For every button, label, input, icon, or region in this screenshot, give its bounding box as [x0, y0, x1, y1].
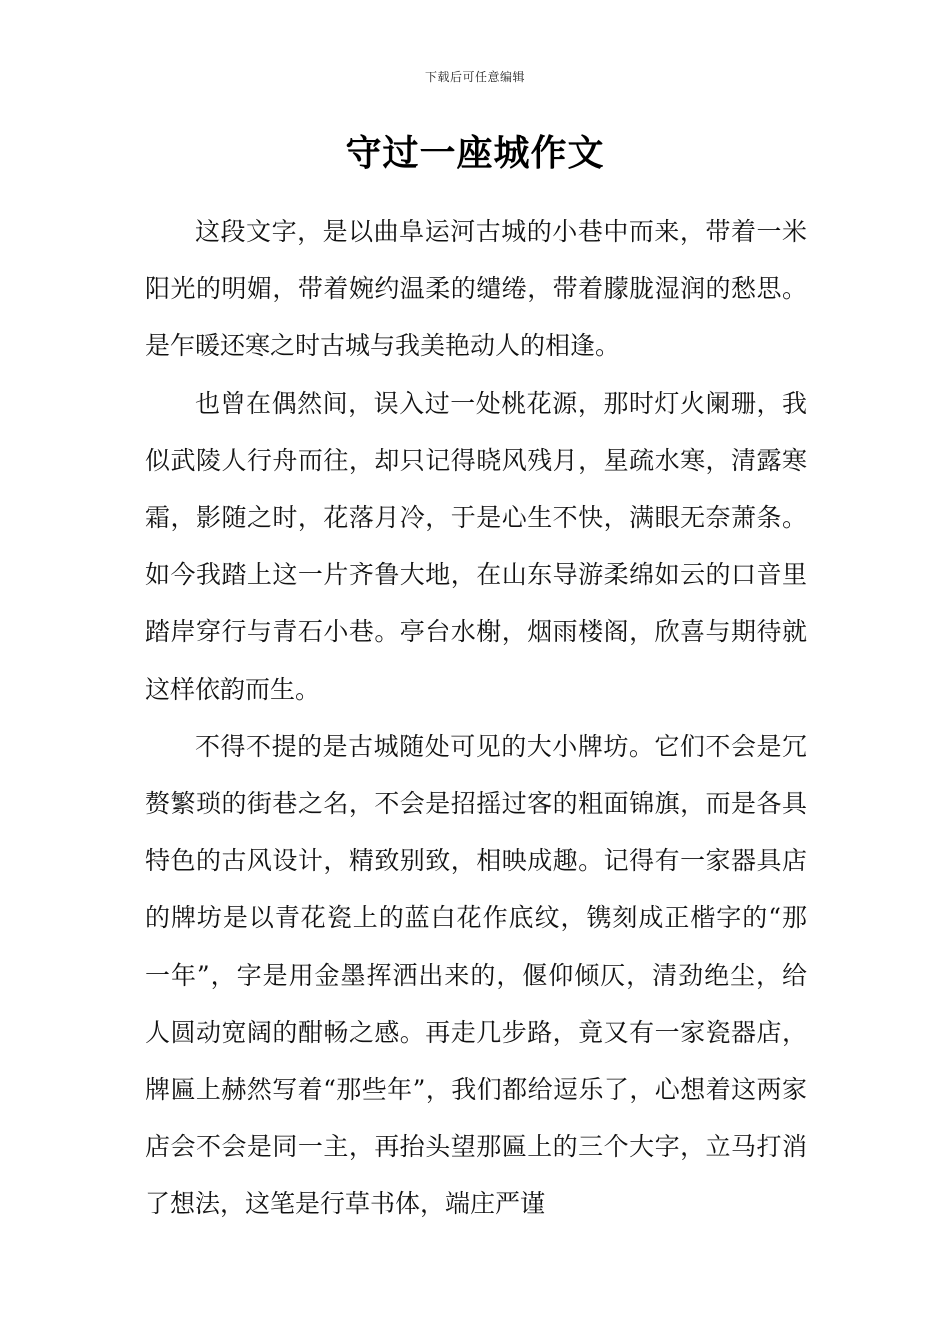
paragraph: 这段文字，是以曲阜运河古城的小巷中而来，带着一米阳光的明媚，带着婉约温柔的缱绻，带着朦胧湿润的愁思。是乍暖还寒之时古城与我美艳动人的相逢。: [145, 217, 807, 361]
paragraph: 不得不提的是古城随处可见的大小牌坊。它们不会是冗赘繁琐的街巷之名，不会是招摇过客的粗面锦旗，而是各具特色的古风设计，精致别致，相映成趣。记得有一家器具店的牌坊是以青花瓷上的蓝白花作底纹，镌刻成正楷字的“那一年”，字是用金墨挥洒出来的，偃仰倾仄，清劲绝尘，给人圆动宽阔的酣畅之感。再走几步路，竟又有一家瓷器店，牌匾上赫然写着“那些年”，我们都给逗乐了，心想着这两家店会不会是同一主，再抬头望那匾上的三个大字，立马打消了想法，这笔是行草书体，端庄严谨: [145, 731, 807, 1219]
header-note: 下载后可任意编辑: [424, 70, 525, 84]
paragraph: 也曾在偶然间，误入过一处桃花源，那时灯火阑珊，我似武陵人行舟而往，却只记得晓风残月，星疏水寒，清露寒霜，影随之时，花落月冷，于是心生不快，满眼无奈萧条。如今我踏上这一片齐鲁大地，在山东导游柔绵如云的口音里踏岸穿行与青石小巷。亭台水榭，烟雨楼阁，欣喜与期待就这样依韵而生。: [145, 388, 807, 704]
document-body: [145, 203, 807, 1233]
document-title: 守过一座城作文: [345, 133, 605, 174]
